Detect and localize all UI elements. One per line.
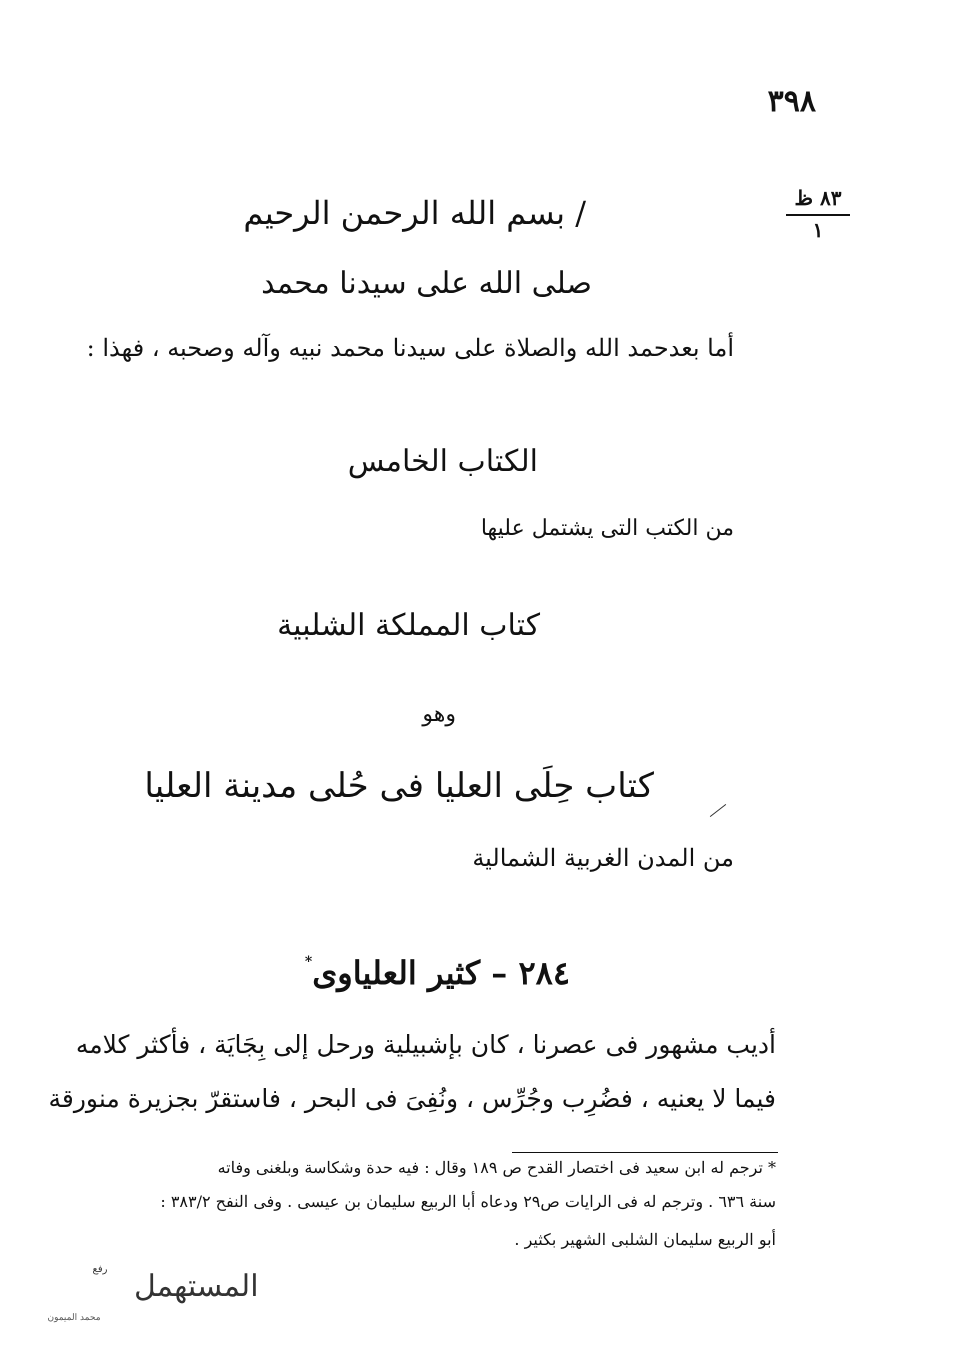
cities-subtitle: من المدن الغربية الشمالية <box>472 844 734 872</box>
page-number: ٣٩٨ <box>767 84 816 119</box>
book-subtitle: من الكتب التى يشتمل عليها <box>480 516 734 541</box>
footnote-marker: * <box>304 954 313 970</box>
basmala: / بسم الله الرحمن الرحيم <box>243 194 586 232</box>
footnote-line: * ترجم له ابن سعيد فى اختصار القدح ص ١٨٩ وقال : فيه حدة وشكاسة وبلغنى وفاته <box>217 1158 776 1177</box>
book-fifth-title: الكتاب الخامس <box>347 444 538 479</box>
stamp-caption: محمد الميمون <box>47 1313 101 1323</box>
entry-body-line: أديب مشهور فى عصرنا ، كان بإشبيلية ورحل إلى بِجَايَة ، فأكثر كلامه <box>75 1030 776 1059</box>
marginal-tick-mark <box>710 804 726 817</box>
entry-name: كثير العلياوى <box>312 954 481 992</box>
main-book-title: كتاب حِلَى العليا فى حُلى مدينة العليا <box>144 766 654 806</box>
library-stamp <box>8 1258 259 1328</box>
footnote-divider <box>512 1152 778 1153</box>
connector-word: وهو <box>422 702 456 727</box>
margin-note-bottom: ١ <box>812 218 824 242</box>
kingdom-title: كتاب المملكة الشلبية <box>277 608 540 643</box>
footnote-line: أبو الربيع سليمان الشلبى الشهير بكثير . <box>514 1230 776 1249</box>
entry-body-line: فيما لا يعنيه ، فضُرِب وجُرِّس ، ونُفِىَ فى البحر ، فاستقرّ بجزيرة منورقة <box>48 1084 776 1113</box>
intro-line: أما بعدحمد الله والصلاة على سيدنا محمد نبيه وآله وصحبه ، فهذا : <box>86 334 734 362</box>
salutation: صلى الله على سيدنا محمد <box>261 266 592 301</box>
footnote-line: سنة ٦٣٦ . وترجم له فى الرايات ص٢٩ ودعاه أبا الربيع سليمان بن عيسى . وفى النفح ٣٨٣/٢ : <box>160 1192 776 1211</box>
entry-dash: – <box>491 954 508 992</box>
margin-folio-note <box>786 186 850 242</box>
entry-heading <box>305 954 570 992</box>
stamp-text: المستهمل <box>134 1269 259 1304</box>
stamp-small-text: رفع <box>92 1264 108 1275</box>
margin-note-top: ٨٣ ظ <box>786 186 850 216</box>
entry-number: ٢٨٤ <box>518 954 570 992</box>
